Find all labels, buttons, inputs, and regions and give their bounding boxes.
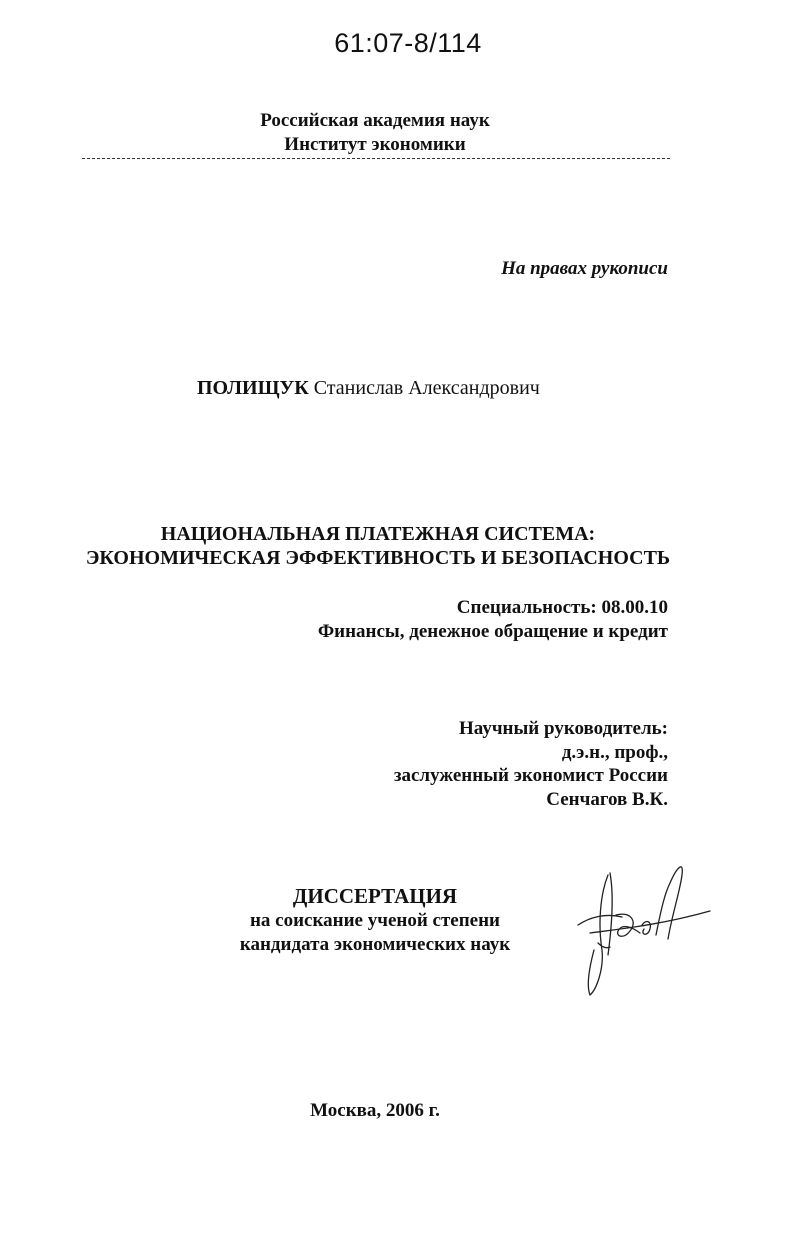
specialty-name: Финансы, денежное обращение и кредит [317,621,668,642]
supervisor-degree: д.э.н., проф., [561,742,668,763]
supervisor-honor: заслуженный экономист России [393,765,668,786]
author-given-names: Станислав Александрович [313,377,540,399]
dissertation-heading: ДИССЕРТАЦИЯ [292,884,458,908]
dissertation-degree-line-2: кандидата экономических наук [239,934,511,955]
academy-name: Российская академия наук [260,110,490,131]
supervisor-label: Научный руководитель: [459,718,668,739]
institute-name: Институт экономики [284,134,466,155]
author-name [197,377,540,400]
dissertation-title-line-1: НАЦИОНАЛЬНАЯ ПЛАТЕЖНАЯ СИСТЕМА: [160,523,596,545]
handwritten-signature [560,855,720,1005]
dissertation-title-line-2: ЭКОНОМИЧЕСКАЯ ЭФФЕКТИВНОСТЬ И БЕЗОПАСНОСТЬ [85,547,671,569]
registration-code: 61:07-8/114 [334,28,482,58]
author-surname: ПОЛИЩУК [197,377,309,399]
dissertation-degree-line-1: на соискание ученой степени [249,910,500,931]
header-divider [82,158,670,159]
place-and-date: Москва, 2006 г. [310,1100,440,1121]
manuscript-note: На правах рукописи [501,258,668,279]
specialty-code: Специальность: 08.00.10 [456,597,668,618]
supervisor-name: Сенчагов В.К. [546,789,668,810]
